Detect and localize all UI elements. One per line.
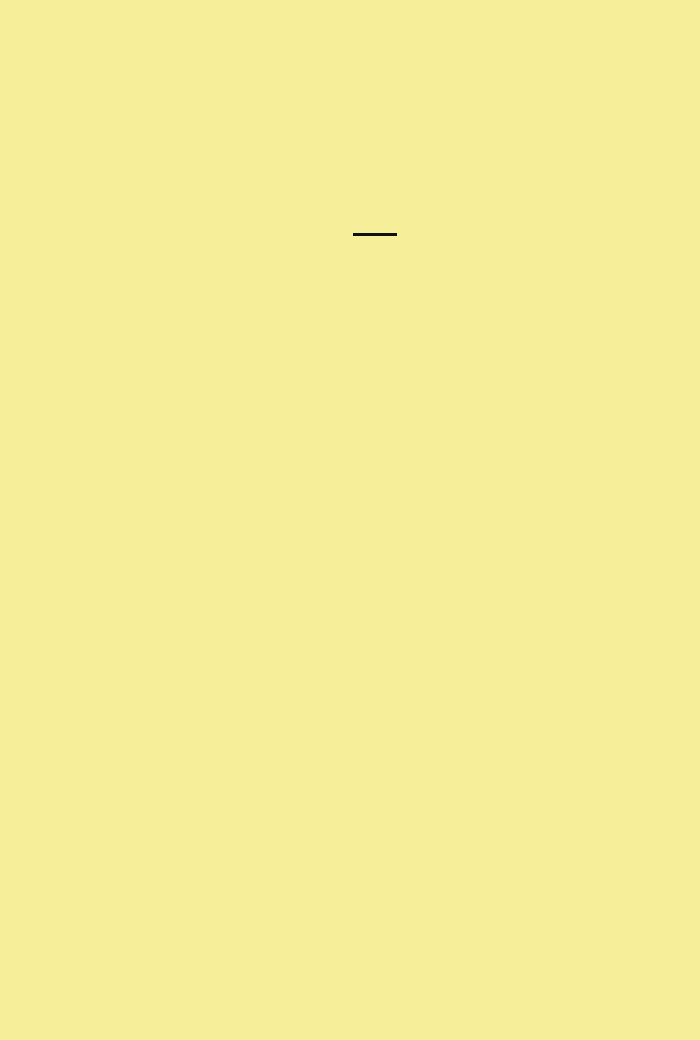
section-divider (353, 233, 397, 236)
